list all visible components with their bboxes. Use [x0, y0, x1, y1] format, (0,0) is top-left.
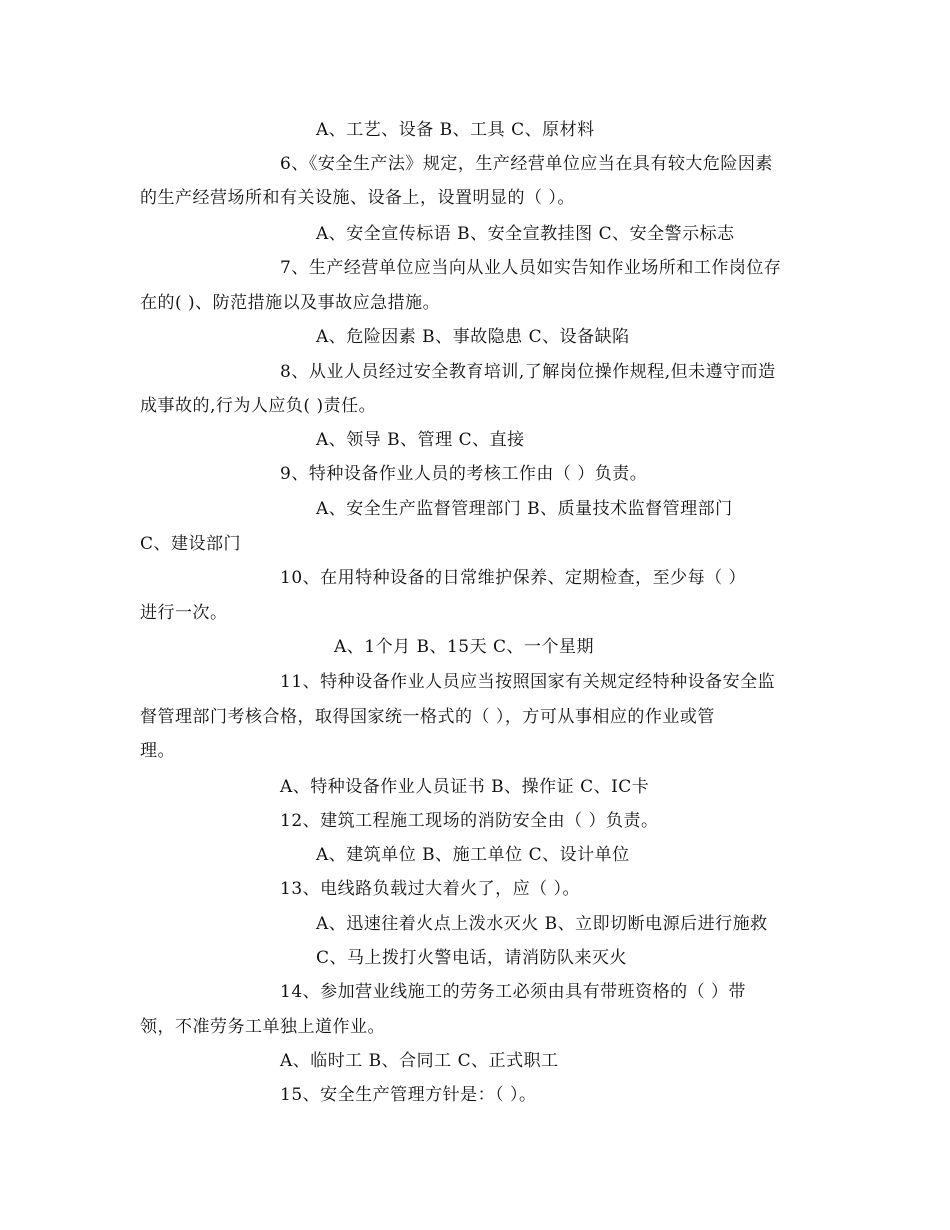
question-7: 7、生产经营单位应当向从业人员如实告知作业场所和工作岗位存: [280, 258, 782, 278]
question-8: 8、从业人员经过安全教育培训,了解岗位操作规程,但未遵守而造: [280, 362, 776, 382]
options-q5: A、工艺、设备 B、工具 C、原材料: [316, 120, 595, 140]
question-12: 12、建筑工程施工现场的消防安全由（ ）负责。: [280, 811, 659, 831]
options-q10: A、1个月 B、15天 C、一个星期: [334, 637, 595, 657]
question-14: 14、参加营业线施工的劳务工必须由具有带班资格的（ ）带: [280, 982, 747, 1002]
question-8-cont: 成事故的,行为人应负( )责任。: [140, 396, 377, 416]
question-6-cont: 的生产经营场所和有关设施、设备上，设置明显的（ ）。: [140, 188, 575, 208]
question-14-cont: 领，不准劳务工单独上道作业。: [140, 1017, 385, 1037]
options-q13: A、迅速往着火点上泼水灭火 B、立即切断电源后进行施救: [316, 914, 768, 934]
options-q8: A、领导 B、管理 C、直接: [316, 430, 525, 450]
question-13: 13、电线路负载过大着火了，应（ ）。: [280, 879, 581, 899]
options-q6: A、安全宣传标语 B、安全宣教挂图 C、安全警示标志: [316, 224, 735, 244]
question-7-cont: 在的( )、防范措施以及事故应急措施。: [140, 293, 441, 313]
options-q11: A、特种设备作业人员证书 B、操作证 C、IC卡: [280, 777, 650, 797]
options-q13-cont: C、马上拨打火警电话，请消防队来灭火: [316, 948, 628, 968]
question-11-cont2: 理。: [140, 741, 175, 761]
options-q7: A、危险因素 B、事故隐患 C、设备缺陷: [316, 327, 630, 347]
options-q14: A、临时工 B、合同工 C、正式职工: [280, 1051, 559, 1071]
question-11: 11、特种设备作业人员应当按照国家有关规定经特种设备安全监: [280, 672, 776, 692]
question-10: 10、在用特种设备的日常维护保养、定期检查，至少每（ ）: [280, 568, 747, 588]
question-15: 15、安全生产管理方针是：（ ）。: [280, 1085, 537, 1105]
question-11-cont: 督管理部门考核合格，取得国家统一格式的（ ），方可从事相应的作业或管: [140, 707, 715, 727]
options-q9-cont: C、建设部门: [140, 534, 242, 554]
options-q9: A、安全生产监督管理部门 B、质量技术监督管理部门: [316, 499, 733, 519]
question-6: 6、《安全生产法》规定，生产经营单位应当在具有较大危险因素: [280, 154, 773, 174]
options-q12: A、建筑单位 B、施工单位 C、设计单位: [316, 845, 630, 865]
question-9: 9、特种设备作业人员的考核工作由（ ）负责。: [280, 464, 648, 484]
question-10-cont: 进行一次。: [140, 603, 228, 623]
